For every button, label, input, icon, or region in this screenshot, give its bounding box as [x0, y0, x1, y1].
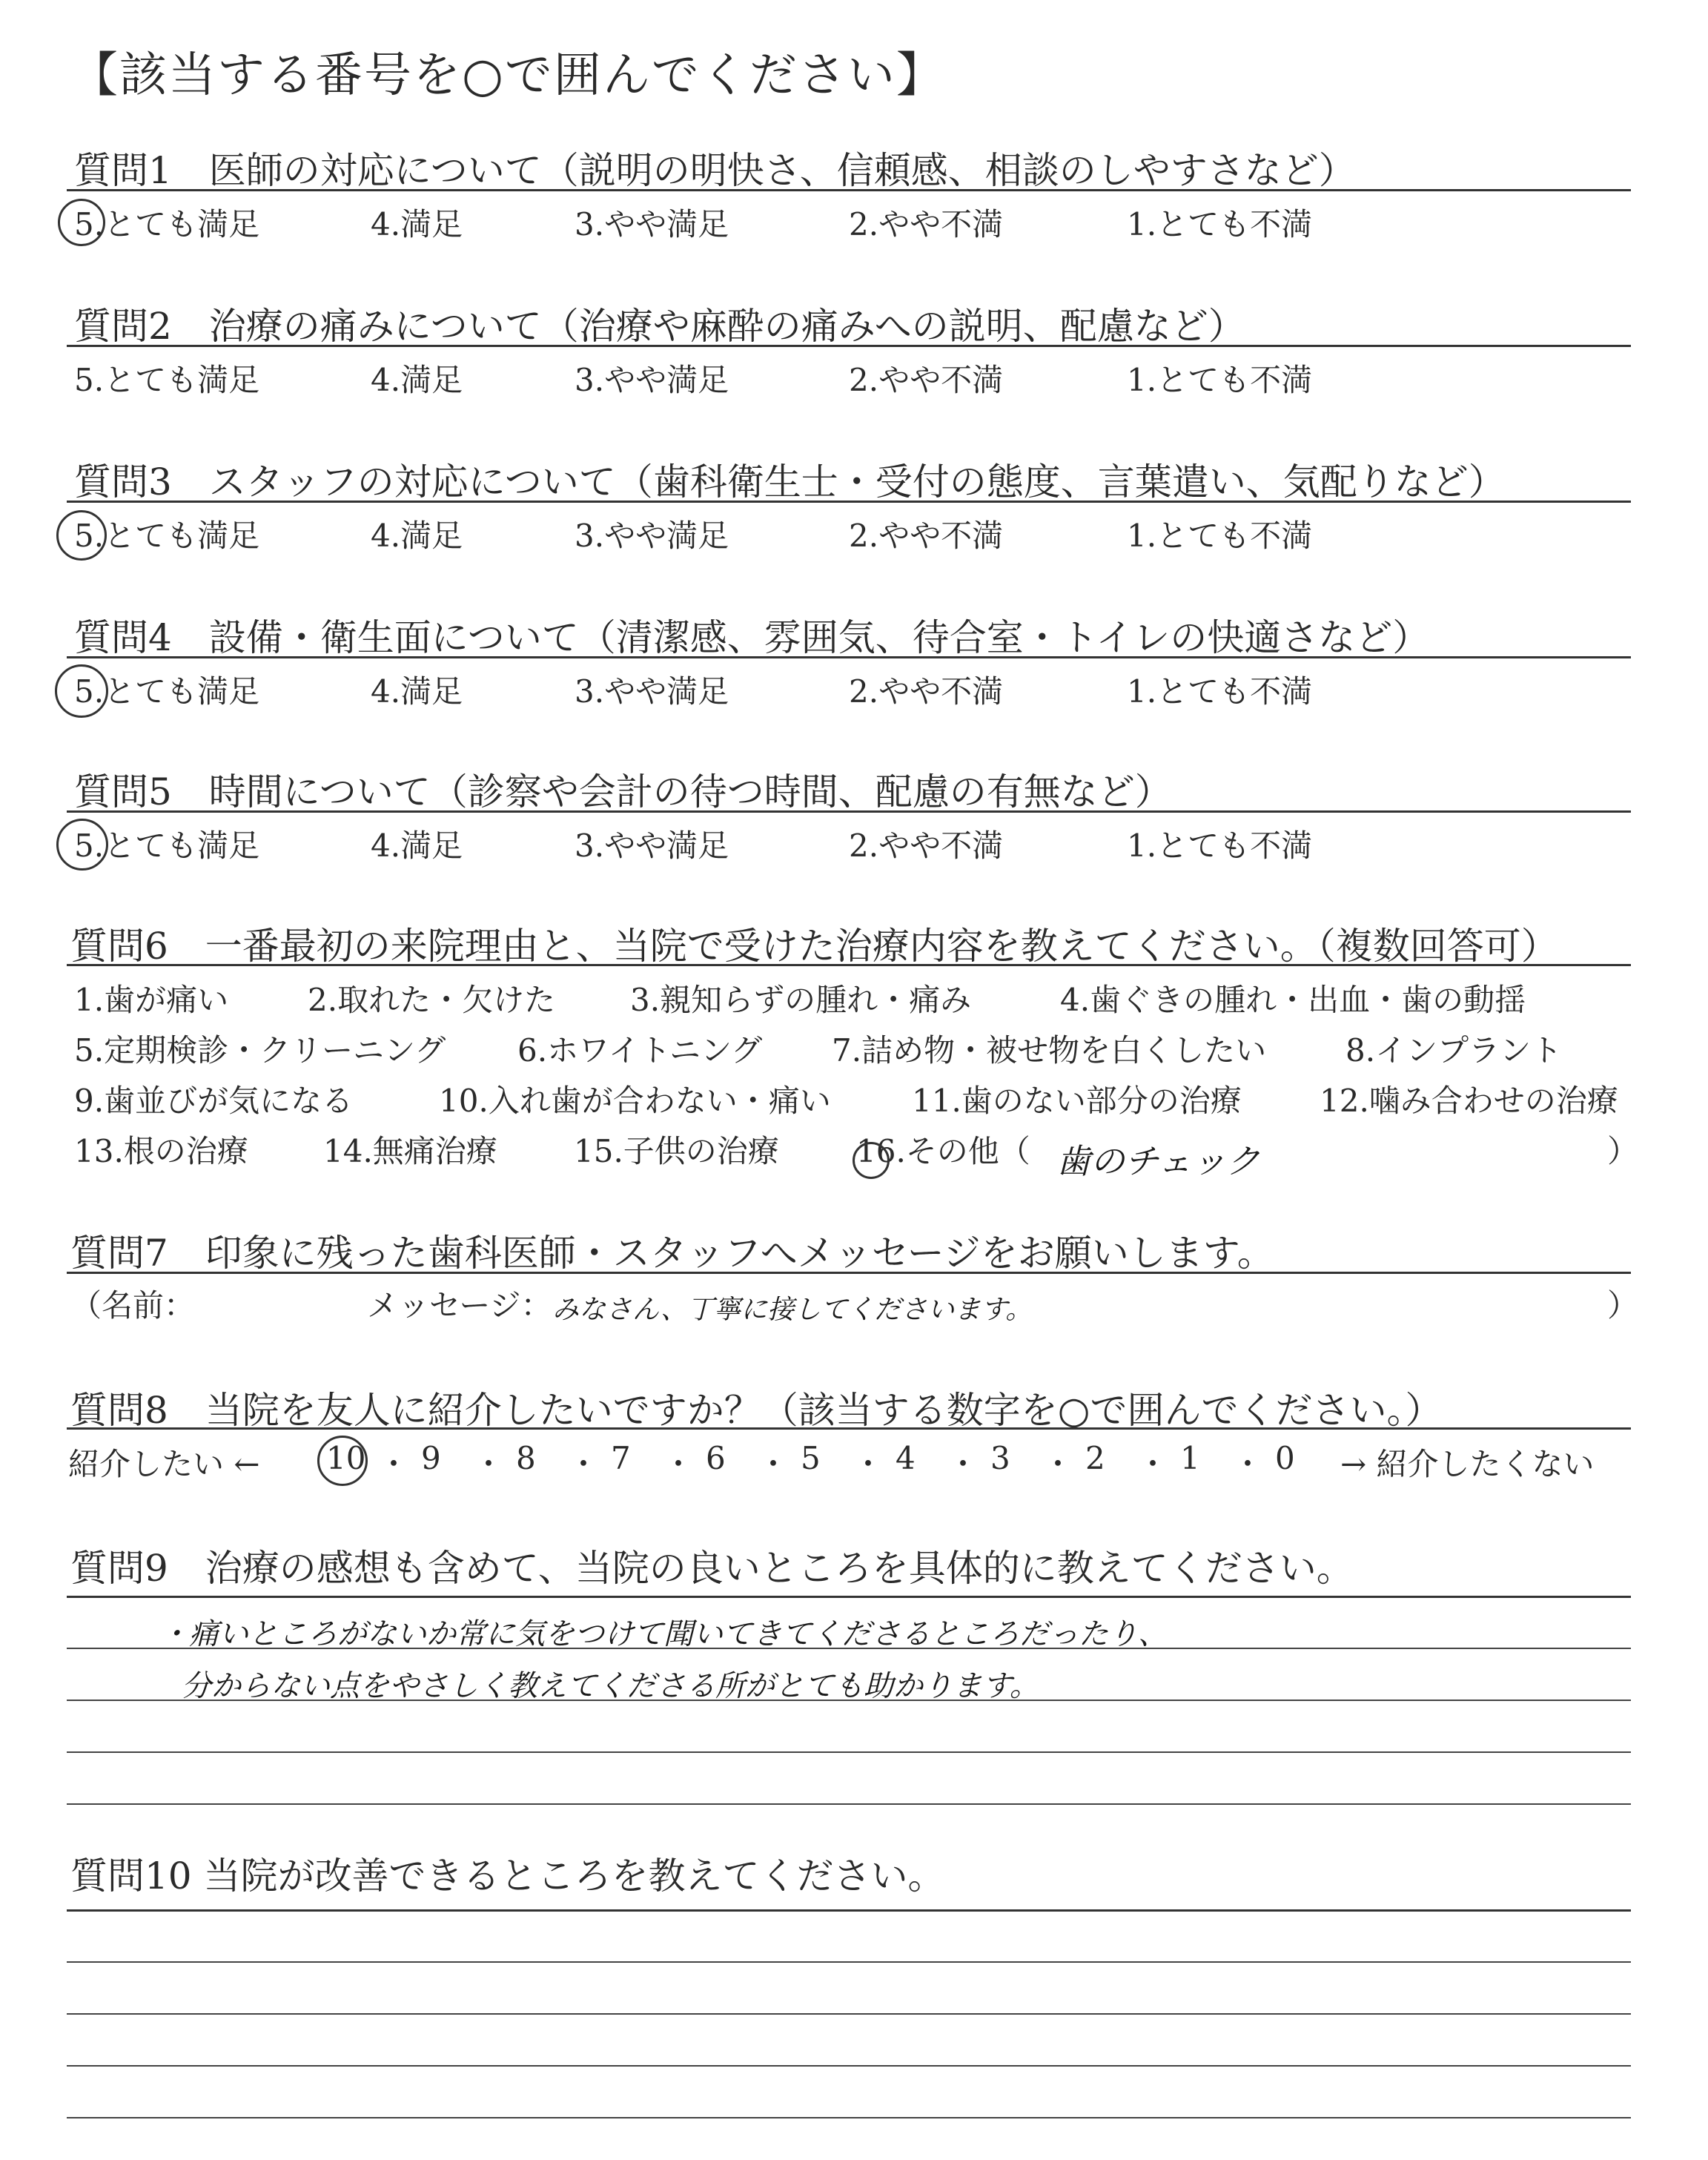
scale-value-5[interactable]: 5: [801, 1440, 821, 1476]
name-label: （名前：: [70, 1287, 196, 1324]
divider: [67, 1909, 1631, 1912]
divider: [67, 656, 1631, 658]
q4-option-3[interactable]: 3.やや満足: [575, 673, 729, 710]
q6-option-15[interactable]: 15.子供の治療: [574, 1133, 779, 1169]
q6-option-13[interactable]: 13.根の治療: [74, 1133, 248, 1169]
q2-option-2[interactable]: 2.やや不満: [849, 362, 1004, 398]
q3-option-5[interactable]: 5.とても満足: [74, 518, 260, 554]
answer-handwriting-line-2[interactable]: 分からない点をやさしく教えてくださる所がとても助かります。: [182, 1669, 1039, 1703]
question-6-label: 質問6 一番最初の来院理由と、当院で受けた治療内容を教えてください。（複数回答可）: [70, 925, 1558, 968]
form-title: 【該当する番号を○で囲んでください】: [70, 48, 945, 103]
q6-option-1[interactable]: 1.歯が痛い: [74, 982, 229, 1018]
q6-option-5[interactable]: 5.定期検診・クリーニング: [74, 1032, 446, 1069]
scale-separator: ・: [758, 1446, 790, 1482]
q6-option-9[interactable]: 9.歯並びが気になる: [74, 1083, 354, 1119]
answer-line: [67, 2013, 1631, 2015]
q6-option-10[interactable]: 10.入れ歯が合わない・痛い: [439, 1083, 831, 1119]
q6-option-6[interactable]: 6.ホワイトニング: [517, 1032, 763, 1069]
q3-option-4[interactable]: 4.満足: [371, 518, 463, 554]
q6-close-paren: ）: [1607, 1133, 1639, 1169]
q6-option-12[interactable]: 12.噛み合わせの治療: [1320, 1083, 1618, 1119]
question-1-label: 質問1 医師の対応について（説明の明快さ、信頼感、相談のしやすさなど）: [74, 149, 1356, 192]
q5-option-2[interactable]: 2.やや不満: [849, 828, 1004, 864]
selection-circle: [853, 1142, 890, 1179]
scale-value-10[interactable]: 10: [326, 1440, 366, 1476]
scale-value-2[interactable]: 2: [1085, 1440, 1105, 1476]
q4-option-4[interactable]: 4.満足: [371, 673, 463, 710]
q1-option-4[interactable]: 4.満足: [371, 206, 463, 242]
divider: [67, 964, 1631, 966]
q6-option-4[interactable]: 4.歯ぐきの腫れ・出血・歯の動揺: [1060, 982, 1526, 1018]
q2-option-3[interactable]: 3.やや満足: [575, 362, 729, 398]
answer-line: [67, 1751, 1631, 1753]
selection-circle: [55, 664, 108, 718]
question-2-label: 質問2 治療の痛みについて（治療や麻酔の痛みへの説明、配慮など）: [74, 305, 1245, 348]
q5-option-3[interactable]: 3.やや満足: [575, 828, 729, 864]
scale-value-9[interactable]: 9: [421, 1440, 441, 1476]
scale-separator: ・: [947, 1446, 979, 1482]
answer-line: [67, 1803, 1631, 1805]
q6-option-3[interactable]: 3.親知らずの腫れ・痛み: [630, 982, 972, 1018]
scale-value-8[interactable]: 8: [516, 1440, 536, 1476]
divider: [67, 1427, 1631, 1430]
scale-value-7[interactable]: 7: [611, 1440, 631, 1476]
recommend-left-label: 紹介したい ←: [68, 1446, 260, 1482]
q1-option-2[interactable]: 2.やや不満: [849, 206, 1004, 242]
q1-option-5[interactable]: 5.とても満足: [74, 206, 260, 242]
q2-option-1[interactable]: 1.とても不満: [1127, 362, 1313, 398]
scale-value-1[interactable]: 1: [1180, 1440, 1200, 1476]
answer-line: [67, 1961, 1631, 1963]
q6-option-2[interactable]: 2.取れた・欠けた: [308, 982, 556, 1018]
scale-value-4[interactable]: 4: [896, 1440, 916, 1476]
question-3-label: 質問3 スタッフの対応について（歯科衛生士・受付の態度、言葉遣い、気配りなど）: [74, 460, 1506, 503]
divider: [67, 1596, 1631, 1598]
other-answer-handwriting[interactable]: 歯のチェック: [1056, 1141, 1260, 1181]
q4-option-2[interactable]: 2.やや不満: [849, 673, 1004, 710]
answer-line: [67, 2117, 1631, 2118]
q5-option-4[interactable]: 4.満足: [371, 828, 463, 864]
question-7-label: 質問7 印象に残った歯科医師・スタッフへメッセージをお願いします。: [70, 1232, 1274, 1275]
q5-option-5[interactable]: 5.とても満足: [74, 828, 260, 864]
q6-option-16[interactable]: 16.その他（: [856, 1133, 1030, 1169]
q3-option-2[interactable]: 2.やや不満: [849, 518, 1004, 554]
divider: [67, 810, 1631, 813]
scale-separator: ・: [663, 1446, 695, 1482]
scale-separator: ・: [853, 1446, 884, 1482]
q6-option-14[interactable]: 14.無痛治療: [323, 1133, 497, 1169]
answer-line: [67, 2065, 1631, 2067]
scale-separator: ・: [568, 1446, 600, 1482]
q6-option-7[interactable]: 7.詰め物・被せ物を白くしたい: [832, 1032, 1267, 1069]
scale-separator: ・: [473, 1446, 505, 1482]
scale-value-0[interactable]: 0: [1275, 1440, 1295, 1476]
scale-separator: ・: [1232, 1446, 1264, 1482]
question-4-label: 質問4 設備・衛生面について（清潔感、雰囲気、待合室・トイレの快適さなど）: [74, 616, 1430, 659]
selection-circle: [317, 1436, 368, 1486]
q3-option-3[interactable]: 3.やや満足: [575, 518, 729, 554]
scale-separator: ・: [1042, 1446, 1074, 1482]
question-9-label: 質問9 治療の感想も含めて、当院の良いところを具体的に教えてください。: [70, 1547, 1354, 1590]
q7-close-paren: ）: [1607, 1287, 1639, 1324]
scale-separator: ・: [378, 1446, 410, 1482]
message-handwriting[interactable]: みなさん、丁寧に接してくださいます。: [552, 1295, 1033, 1325]
q5-option-1[interactable]: 1.とても不満: [1127, 828, 1313, 864]
divider: [67, 501, 1631, 503]
selection-circle: [58, 199, 105, 246]
divider: [67, 189, 1631, 191]
q1-option-3[interactable]: 3.やや満足: [575, 206, 729, 242]
q1-option-1[interactable]: 1.とても不満: [1127, 206, 1313, 242]
scale-value-3[interactable]: 3: [990, 1440, 1010, 1476]
q6-option-8[interactable]: 8.インプラント: [1345, 1032, 1563, 1069]
divider: [67, 1272, 1631, 1274]
q4-option-5[interactable]: 5.とても満足: [74, 673, 260, 710]
question-8-label: 質問8 当院を友人に紹介したいですか？（該当する数字を○で囲んでください。）: [70, 1389, 1443, 1432]
q2-option-5[interactable]: 5.とても満足: [74, 362, 260, 398]
question-10-label: 質問10 当院が改善できるところを教えてください。: [70, 1855, 945, 1898]
answer-handwriting-line-1[interactable]: ・痛いところがないか常に気をつけて聞いてきてくださるところだったり、: [159, 1617, 1168, 1651]
recommend-right-label: → 紹介したくない: [1340, 1446, 1595, 1482]
q4-option-1[interactable]: 1.とても不満: [1127, 673, 1313, 710]
scale-value-6[interactable]: 6: [706, 1440, 726, 1476]
q6-option-11[interactable]: 11.歯のない部分の治療: [912, 1083, 1242, 1119]
question-5-label: 質問5 時間について（診察や会計の待つ時間、配慮の有無など）: [74, 770, 1172, 813]
q3-option-1[interactable]: 1.とても不満: [1127, 518, 1313, 554]
message-label: メッセージ：: [367, 1287, 552, 1324]
divider: [67, 345, 1631, 347]
selection-circle: [56, 819, 108, 871]
selection-circle: [56, 510, 107, 561]
q2-option-4[interactable]: 4.満足: [371, 362, 463, 398]
scale-separator: ・: [1137, 1446, 1169, 1482]
